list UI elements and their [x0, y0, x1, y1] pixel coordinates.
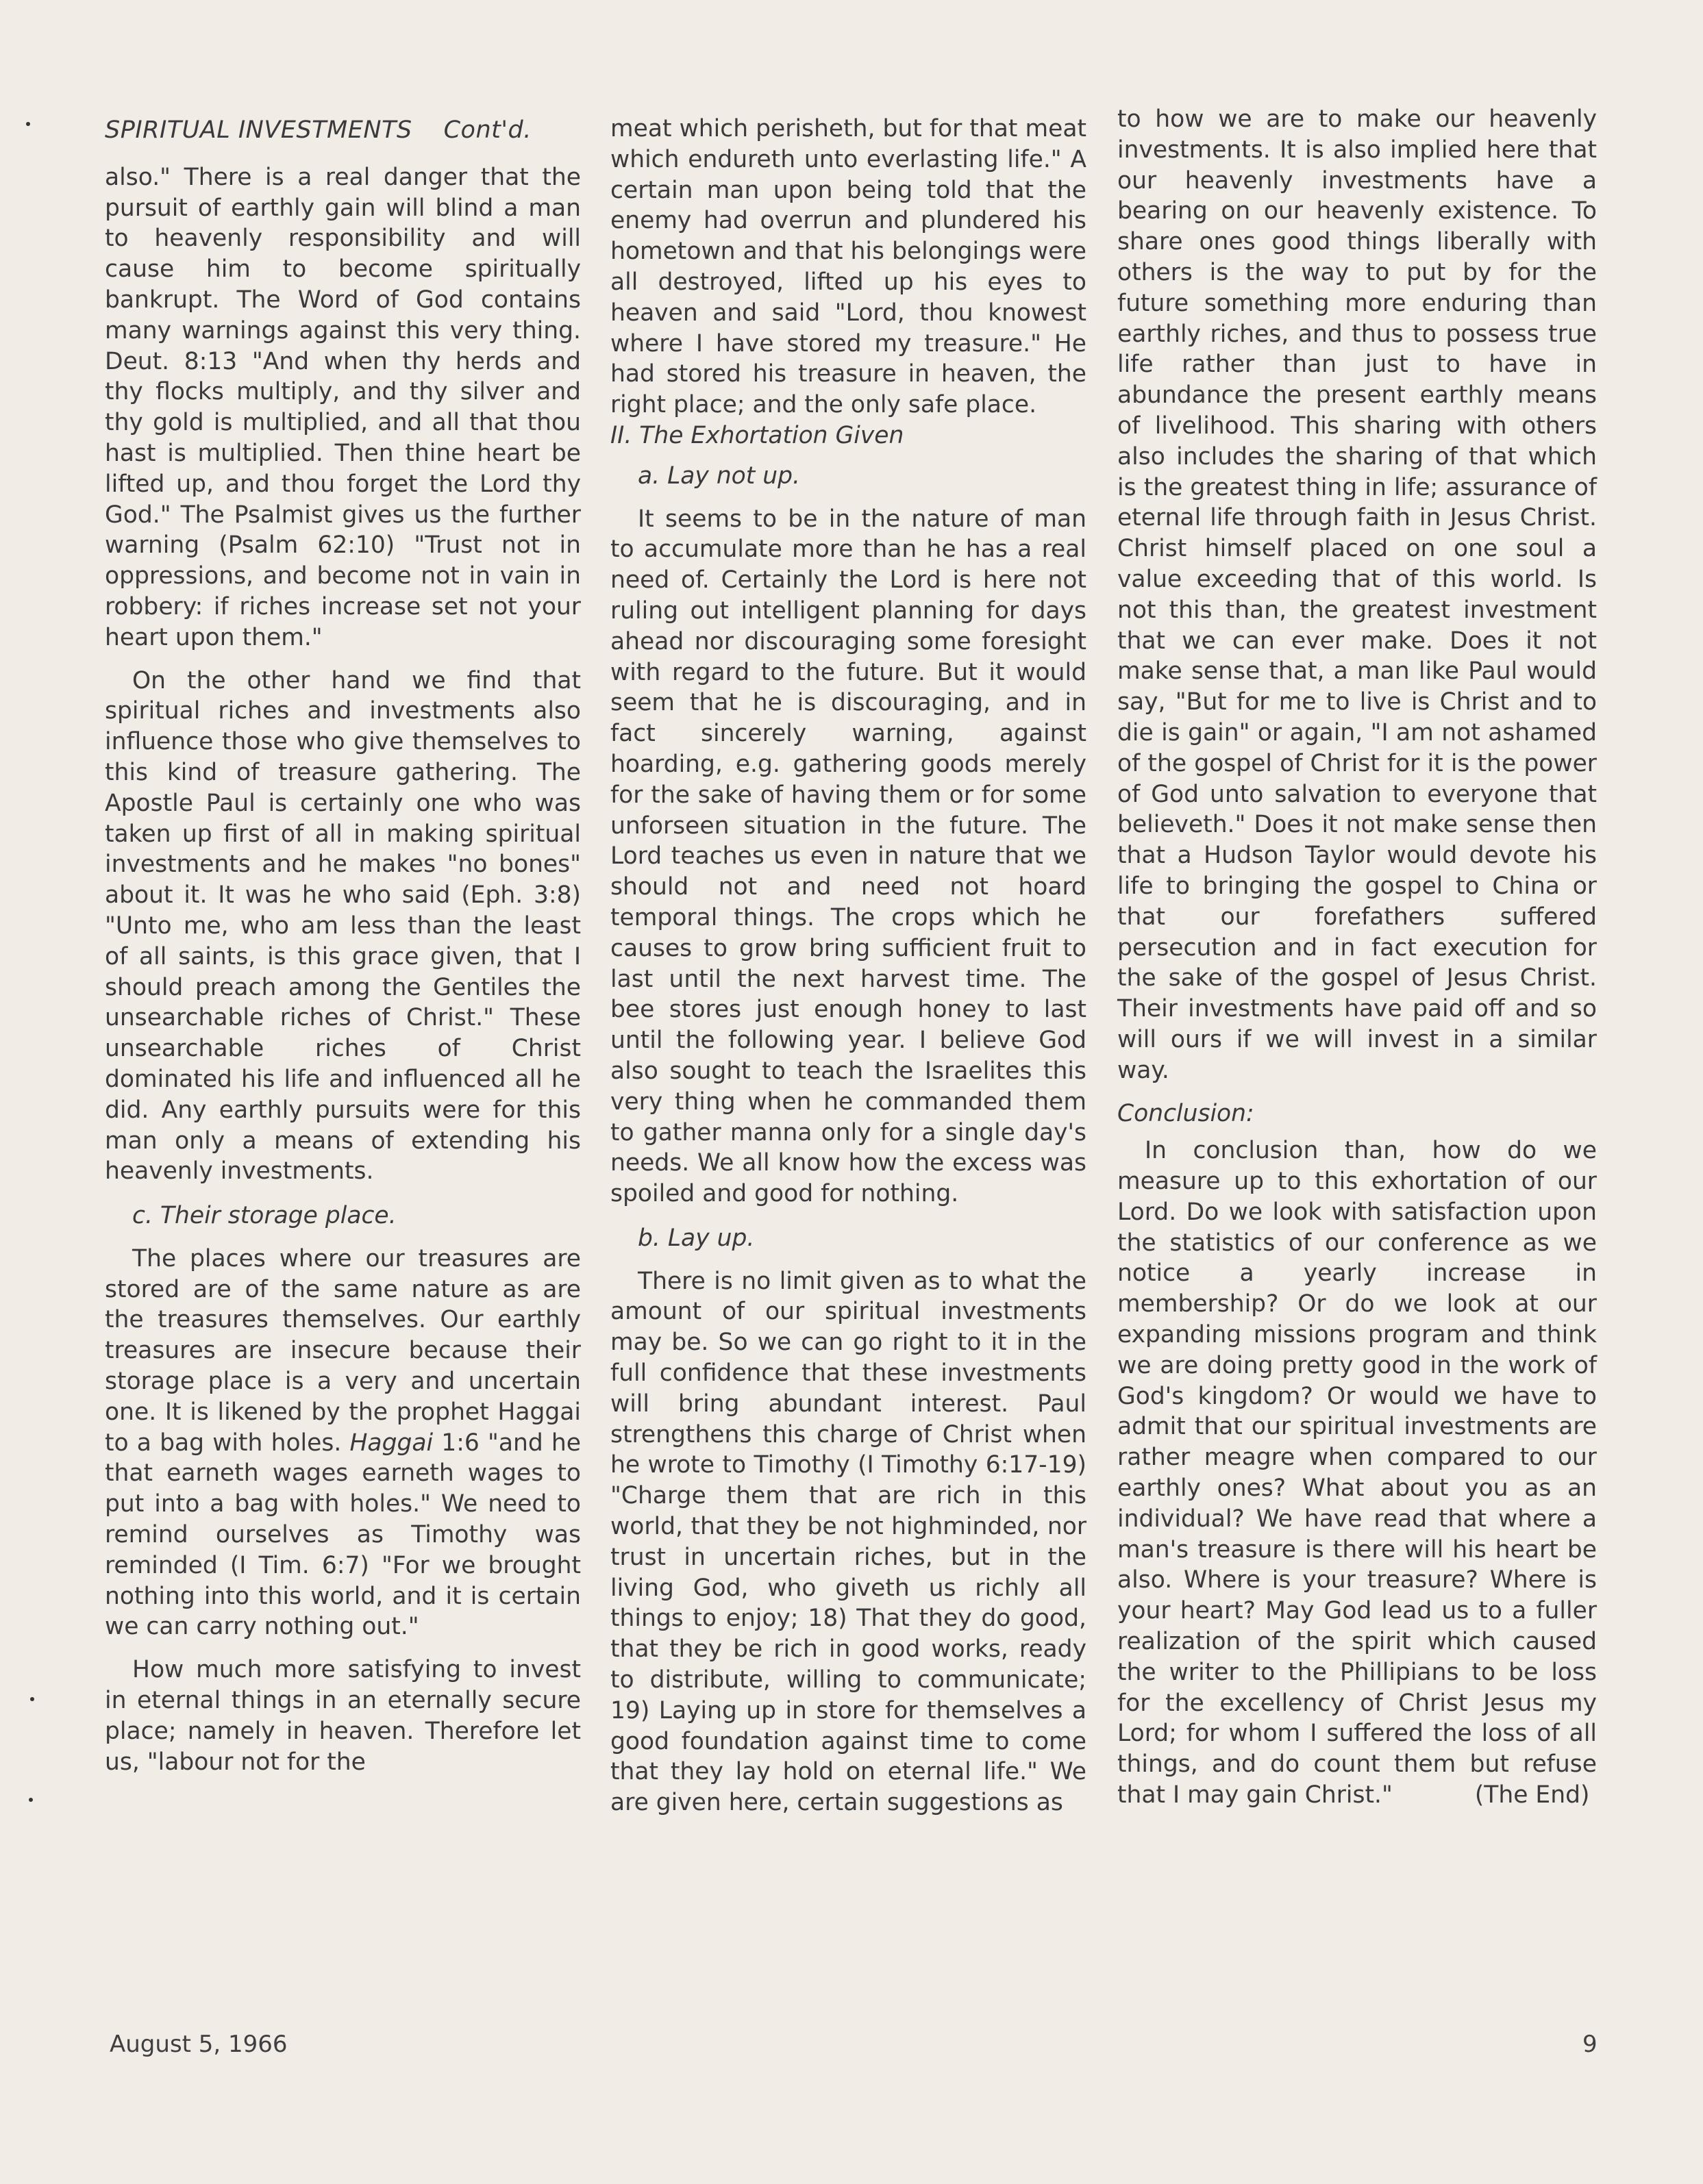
scan-speck — [29, 1798, 33, 1802]
paragraph: to how we are to make our heavenly investments. It is also implied here that our heavenly investments have a bearing on our heavenly existence. To share ones good things liberally with others is the way to put by for the future something more enduring than earthly riches, and thus to possess true life rather than just to have in abundance the present earthly means of livelihood. This sharing with others also includes the sharing of that which is the greatest thing in life; assurance of eternal life through faith in Jesus Christ. Christ himself placed on one soul a value exceeding that of this world. Is not this than, the greatest investment that we can ever make. Does it not make sense that, a man like Paul would say, "But for me to live is Christ and to die is gain" or again, "I am not ashamed of the gospel of Christ for it is the power of God unto salvation to everyone that believeth." Does it not make sense then that a Hudson Taylor would devote his life to bringing the gospel to China or that our forefathers suffered persecution and in fact execution for the sake of the gospel of Jesus Christ. Their investments have paid off and so will ours if we will invest in a similar way. — [1117, 105, 1597, 1084]
page-number: 9 — [1582, 2031, 1598, 2058]
subheading-conclusion: Conclusion: — [1117, 1099, 1254, 1127]
column-1 — [105, 115, 581, 1777]
continued-label: Cont'd. — [443, 116, 532, 144]
article-heading — [105, 115, 581, 146]
issue-date: August 5, 1966 — [110, 2031, 288, 2058]
scan-speck — [26, 122, 30, 126]
paragraph: also." There is a real danger that the pursuit of earthly gain will blind a man to heavenly responsibility and will cause him to become spiritually bankrupt. The Word of God contains many warnings against this very thing. Deut. 8:13 "And when thy herds and thy flocks multiply, and thy silver and thy gold is multiplied, and all that thou hast is multiplied. Then thine heart be lifted up, and thou forget the Lord thy God." The Psalmist gives us the further warning (Psalm 62:10) "Trust not in oppressions, and become not in vain in robbery: if riches increase set not your heart upon them." — [105, 163, 581, 651]
paragraph: In conclusion than, how do we measure up to this exhortation of our Lord. Do we look with satisfaction upon the statistics of our conference as we notice a yearly increase in membership? Or do we look at our expanding missions program and think we are doing pretty good in the work of God's kingdom? Or would we have to admit that our spiritual investments are rather meagre when compared to our earthly ones? What about you as an individual? We have read that where a man's treasure is there will his heart be also. Where is your treasure? Where is your heart? May God lead us to a fuller realization of the spirit which caused the writer to the Phillipians to be loss for the excellency of Christ Jesus my Lord; for whom I suffered the loss of all things, and do count them but refuse that I may gain Christ." (The End) — [1117, 1137, 1597, 1809]
paragraph: The places where our treasures are stored are of the same nature as are the treasures themselves. Our earthly treasures are insecure because their storage place is a very and uncertain one. It is likened by the prophet Haggai to a bag with holes. Haggai 1:6 "and he that earneth wages earneth wages to put into a bag with holes." We need to remind ourselves as Timothy was reminded (I Tim. 6:7) "For we brought nothing into this world, and it is certain we can carry nothing out." — [105, 1244, 581, 1641]
end-mark: (The End) — [1474, 1781, 1590, 1809]
italic-reference: Haggai — [349, 1429, 434, 1457]
subheading-lay-up: b. Lay up. — [638, 1224, 755, 1252]
paragraph: On the other hand we find that spiritual riches and investments also influence those who give themselves to this kind of treasure gathering. The Apostle Paul is certainly one who was taken up first of all in making spiritual investments and he makes "no bones" about it. It was he who said (Eph. 3:8) "Unto me, who am less than the least of all saints, is this grace given, that I should preach among the Gentiles the unsearchable riches of Christ." These unsearchable riches of Christ dominated his life and influenced all he did. Any earthly pursuits were for this man only a means of extending his heavenly investments. — [105, 666, 581, 1185]
column-2 — [610, 114, 1086, 1818]
subheading-storage-place: c. Their storage place. — [132, 1202, 397, 1230]
section-heading-exhortation: II. The Exhortation Given — [610, 421, 904, 449]
column-3 — [1117, 104, 1597, 1811]
paragraph: It seems to be in the nature of man to accumulate more than he has a real need of. Certainly the Lord is here not ruling out intelligent planning for days ahead nor discouraging some foresight with regard to the future. But it would seem that he is discouraging, and in fact sincerely warning, against hoarding, e.g. gathering goods merely for the sake of having them or for some unforseen situation in the future. The Lord teaches us even in nature that we should not and need not hoard temporal things. The crops which he causes to grow bring sufficient fruit to last until the next harvest time. The bee stores just enough honey to last until the following year. I believe God also sought to teach the Israelites this very thing when he commanded them to gather manna only for a single day's needs. We all know how the excess was spoiled and good for nothing. — [610, 505, 1086, 1208]
subheading-lay-not-up: a. Lay not up. — [638, 462, 801, 490]
article-title: SPIRITUAL INVESTMENTS — [105, 116, 412, 144]
paragraph: meat which perisheth, but for that meat which endureth unto everlasting life." A certain man upon being told that the enemy had overrun and plundered his hometown and that his belongings were all destroyed, lifted up his eyes to heaven and said "Lord, thou knowest where I have stored my treasure." He had stored his treasure in heaven, the right place; and the only safe place. — [610, 115, 1086, 419]
scan-speck — [30, 1697, 34, 1701]
paragraph: How much more satisfying to invest in eternal things in an eternally secure place; namely in heaven. Therefore let us, "labour not for the — [105, 1656, 581, 1776]
paragraph: There is no limit given as to what the amount of our spiritual investments may be. So we can go right to it in the full confidence that these investments will bring abundant interest. Paul strengthens this charge of Christ when he wrote to Timothy (I Timothy 6:17-19) "Charge them that are rich in this world, that they be not highminded, nor trust in uncertain riches, but in the living God, who giveth us richly all things to enjoy; 18) That they do good, that they be rich in good works, ready to distribute, willing to communicate; 19) Laying up in store for themselves a good foundation against time to come that they lay hold on eternal life." We are given here, certain suggestions as — [610, 1267, 1086, 1817]
